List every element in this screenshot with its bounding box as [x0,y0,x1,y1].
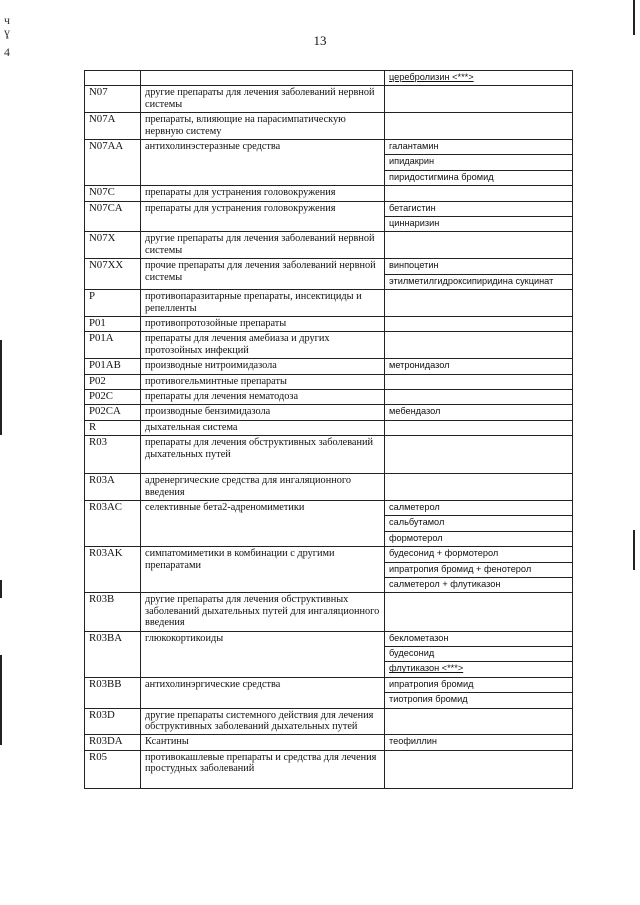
drug-name-cell: метронидазол [385,359,573,374]
atc-code-cell: P02 [85,374,141,389]
group-name-cell: другие препараты для лечения заболеваний нервной системы [141,232,385,259]
group-name-cell: другие препараты системного действия для лечения обструктивных заболеваний дыхательных путей [141,708,385,735]
drug-name-cell [385,420,573,435]
group-name-cell: антихолинэстеразные средства [141,140,385,186]
atc-code-cell: N07XX [85,259,141,290]
drug-name-cell: тиотропия бромид [385,693,573,708]
scan-edge-mark [0,580,2,598]
group-name-cell: противокашлевые препараты и средства для лечения простудных заболеваний [141,750,385,788]
atc-code-cell: R03A [85,474,141,501]
table-row [85,259,573,274]
scan-edge-mark [0,655,2,745]
scan-edge-mark [633,0,635,35]
atc-code-cell: R03BB [85,677,141,708]
group-name-cell: противопаразитарные препараты, инсектициды и репелленты [141,290,385,317]
drug-name-cell [385,436,573,474]
table-row [85,474,573,501]
table-row [85,232,573,259]
atc-code-cell: N07AA [85,140,141,186]
group-name-cell: противогельминтные препараты [141,374,385,389]
group-name-cell: производные бензимидазола [141,405,385,420]
group-name-cell: препараты, влияющие на парасимпатическую нервную систему [141,113,385,140]
table-row [85,750,573,788]
scan-mark: ɣ [4,25,10,39]
atc-code-cell: P [85,290,141,317]
atc-code-cell: R03DA [85,735,141,750]
group-name-cell: селективные бета2-адреномиметики [141,500,385,546]
atc-code-cell: N07C [85,186,141,201]
drug-name-cell: циннаризин [385,217,573,232]
group-name-cell [141,71,385,86]
drug-name-cell: этилметилгидроксипиридина сукцинат [385,274,573,289]
group-name-cell: препараты для устранения головокружения [141,186,385,201]
drug-name-cell: сальбутамол [385,516,573,531]
table-row [85,201,573,216]
drug-name-cell: галантамин [385,140,573,155]
drug-name-cell: флутиказон <***> [385,662,573,677]
atc-code-cell: N07X [85,232,141,259]
group-name-cell: антихолинэргические средства [141,677,385,708]
drug-name-cell [385,316,573,331]
atc-code-cell: R05 [85,750,141,788]
table-row [85,316,573,331]
group-name-cell: препараты для лечения нематодоза [141,389,385,404]
drug-name-cell: формотерол [385,531,573,546]
drug-name-cell [385,290,573,317]
table-row [85,420,573,435]
group-name-cell: препараты для лечения обструктивных заболеваний дыхательных путей [141,436,385,474]
group-name-cell: глюкокортикоиды [141,631,385,677]
atc-code-cell: P01 [85,316,141,331]
table-row [85,677,573,692]
table-row [85,436,573,474]
scan-mark: ч [4,13,11,27]
atc-code-cell [85,71,141,86]
drug-name-cell: ипидакрин [385,155,573,170]
atc-code-cell: R03B [85,593,141,631]
drug-name-cell: пиридостигмина бромид [385,170,573,185]
drug-name-cell: будесонид + формотерол [385,547,573,562]
atc-code-cell: N07CA [85,201,141,232]
table-row [85,631,573,646]
drug-name-cell [385,474,573,501]
group-name-cell: адренергические средства для ингаляционного введения [141,474,385,501]
atc-code-cell: R03AC [85,500,141,546]
table-row [85,405,573,420]
table-row [85,359,573,374]
atc-code-cell: R03AK [85,547,141,593]
table-row [85,86,573,113]
group-name-cell: прочие препараты для лечения заболеваний нервной системы [141,259,385,290]
drug-name-cell [385,113,573,140]
scan-mark: 4 [4,45,10,59]
group-name-cell: препараты для лечения амебиаза и других протозойных инфекций [141,332,385,359]
drug-classification-table [84,70,573,789]
table-row [85,290,573,317]
group-name-cell: другие препараты для лечения обструктивных заболеваний дыхательных путей для ингаляционного введения [141,593,385,631]
drug-name-cell [385,389,573,404]
group-name-cell: препараты для устранения головокружения [141,201,385,232]
table-row [85,186,573,201]
atc-code-cell: R03D [85,708,141,735]
table-row [85,547,573,562]
atc-code-cell: R03BA [85,631,141,677]
group-name-cell: симпатомиметики в комбинации с другими препаратами [141,547,385,593]
atc-code-cell: P01A [85,332,141,359]
drug-name-cell [385,186,573,201]
drug-name-cell [385,750,573,788]
drug-name-cell [385,232,573,259]
atc-code-cell: P02CA [85,405,141,420]
group-name-cell: Ксантины [141,735,385,750]
drug-name-cell: беклометазон [385,631,573,646]
drug-name-cell: церебролизин <***> [385,71,573,86]
group-name-cell: дыхательная система [141,420,385,435]
table-row [85,500,573,515]
drug-name-cell: салметерол [385,500,573,515]
group-name-cell: другие препараты для лечения заболеваний нервной системы [141,86,385,113]
scan-edge-mark [0,340,2,435]
table-row [85,593,573,631]
drug-name-cell: ипратропия бромид [385,677,573,692]
drug-name-cell [385,86,573,113]
drug-name-cell: будесонид [385,647,573,662]
table-row [85,113,573,140]
drug-name-cell: ипратропия бромид + фенотерол [385,562,573,577]
table-row [85,389,573,404]
scan-edge-mark [633,530,635,570]
atc-code-cell: R03 [85,436,141,474]
table-row [85,140,573,155]
atc-code-cell: P02C [85,389,141,404]
drug-name-cell: теофиллин [385,735,573,750]
drug-name-cell [385,332,573,359]
drug-name-cell: мебендазол [385,405,573,420]
table-row [85,735,573,750]
table-row [85,374,573,389]
table-row [85,332,573,359]
table-row [85,708,573,735]
group-name-cell: противопротозойные препараты [141,316,385,331]
group-name-cell: производные нитроимидазола [141,359,385,374]
drug-name-cell [385,708,573,735]
atc-code-cell: R [85,420,141,435]
drug-name-cell: салметерол + флутиказон [385,578,573,593]
scan-marks [4,14,10,58]
atc-code-cell: N07A [85,113,141,140]
drug-name-cell: винпоцетин [385,259,573,274]
atc-code-cell: P01AB [85,359,141,374]
page-number: 13 [313,33,327,48]
drug-name-cell [385,374,573,389]
atc-code-cell: N07 [85,86,141,113]
table-row [85,71,573,86]
drug-name-cell: бетагистин [385,201,573,216]
table-body [85,71,573,789]
drug-name-cell [385,593,573,631]
